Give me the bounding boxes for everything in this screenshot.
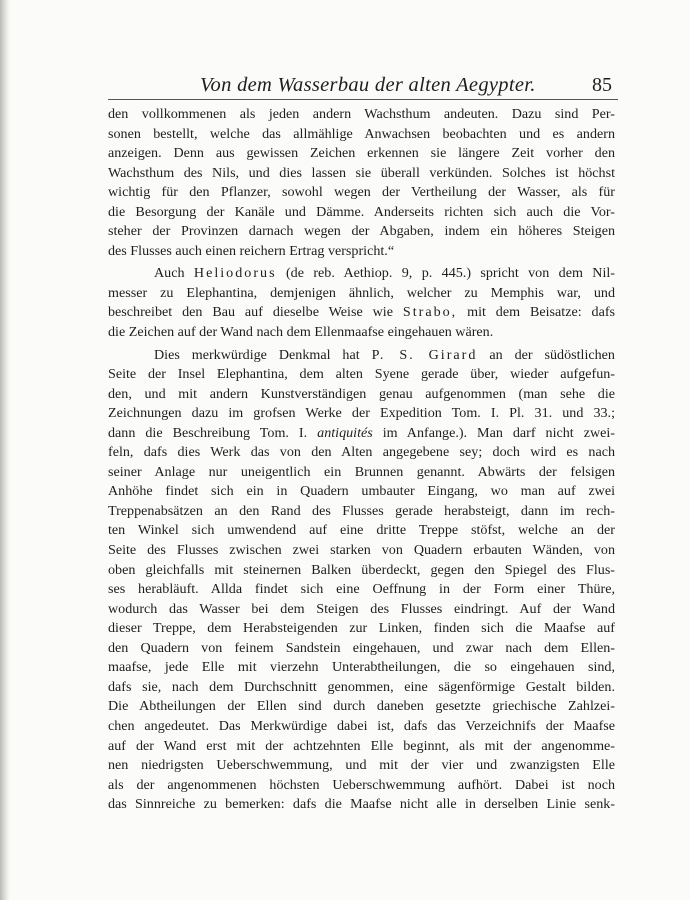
text-line: Treppenabsätzen an den Rand des Flusses gerade herabsteigt, dann im rech- bbox=[108, 502, 615, 519]
header-rule bbox=[108, 99, 618, 100]
text-line: Seite des Flusses zwischen zwei starken von Quadern erbauten Wänden, von bbox=[108, 542, 615, 559]
text-run: an der südöstlichen bbox=[489, 346, 615, 363]
text-line: den vollkommenen als jeden andern Wachsthum andeuten. Dazu sind Per- bbox=[108, 106, 615, 122]
text-line: Seite der Insel Elephantina, dem alten Syene gerade über, wieder aufgefun- bbox=[108, 366, 615, 383]
text-line: nen niedrigsten Ueberschwemmung, und mit der vier und zwanzigsten Elle bbox=[108, 757, 615, 774]
text-line: seiner Anlage nur uneigentlich ein Brunnen genannt. Abwärts der felsigen bbox=[108, 463, 615, 480]
text-line: auf der Wand erst mit der achtzehnten Elle beginnt, als mit der angenomme- bbox=[108, 737, 615, 754]
paragraph-2 bbox=[108, 264, 615, 342]
text-line: ten Winkel sich umwendend auf eine dritte Treppe stöfst, welche an der bbox=[108, 522, 615, 539]
paragraph-1 bbox=[108, 105, 615, 261]
text-line: dieser Treppe, dem Herabsteigenden zur Linken, finden sich die Maafse auf bbox=[108, 620, 615, 637]
author-name-strabo: Strabo, bbox=[402, 304, 458, 321]
text-line: maafse, jede Elle mit vierzehn Unterabtheilungen, die so eingehauen sind, bbox=[108, 659, 615, 676]
text-line: die Besorgung der Kanäle und Dämme. Anderseits richten sich auch die Vor- bbox=[108, 203, 615, 220]
text-line bbox=[108, 303, 615, 323]
text-line: Wachsthum des Nils, und dies lassen sie überall verkünden. Solches ist höchst bbox=[108, 164, 615, 181]
text-line bbox=[108, 424, 615, 444]
paragraph-3 bbox=[108, 346, 615, 815]
text-run: Auch bbox=[154, 265, 185, 282]
text-line: ses herabläuft. Allda findet sich eine Oeffnung in der Form einer Thüre, bbox=[108, 581, 615, 598]
text-run: mit dem Beisatze: dafs bbox=[467, 304, 615, 321]
text-run: im Anfange.). Man darf nicht zwei- bbox=[382, 424, 615, 441]
page-edge-shadow bbox=[0, 0, 10, 900]
text-line: den, und mit andern Kunstverständigen genau aufgenommen (man sehe die bbox=[108, 385, 615, 402]
text-line: wichtig für den Pflanzer, sowohl wegen der Vertheilung der Wasser, als für bbox=[108, 184, 615, 201]
italic-term: antiquités bbox=[317, 424, 373, 441]
text-line: als der angenommenen höchsten Ueberschwemmung aufhört. Dabei ist noch bbox=[108, 776, 615, 793]
page-number: 85 bbox=[592, 74, 612, 96]
text-line: die Zeichen auf der Wand nach dem Ellenmaafse eingehauen wären. bbox=[108, 324, 494, 341]
author-name-heliodorus: Heliodorus bbox=[193, 265, 277, 282]
text-line: wodurch das Wasser bei dem Steigen des Flusses eindringt. Auf der Wand bbox=[108, 600, 615, 617]
text-line: Die Abtheilungen der Ellen sind durch daneben gesetzte griechische Zahlzei- bbox=[108, 698, 615, 715]
text-line bbox=[108, 346, 615, 366]
text-line: dafs sie, nach dem Durchschnitt genommen, eine sägenförmige Gestalt bilden. bbox=[108, 678, 615, 695]
text-line: Zeichnungen dazu im grofsen Werke der Expedition Tom. I. Pl. 31. und 33.; bbox=[108, 405, 615, 422]
text-line bbox=[108, 264, 615, 284]
text-line: messer zu Elephantina, demjenigen ähnlich, welcher zu Memphis war, und bbox=[108, 284, 615, 301]
text-line: Anhöhe findet sich ein in Quadern umbauter Eingang, wo man auf zwei bbox=[108, 483, 615, 500]
page-header bbox=[108, 70, 618, 104]
text-line: chen angedeutet. Das Merkwürdige dabei ist, dafs das Verzeichnifs der Maafse bbox=[108, 717, 615, 734]
body-text bbox=[108, 105, 615, 815]
text-line: den Quadern von feinem Sandstein eingehauen, und zwar nach dem Ellen- bbox=[108, 639, 615, 656]
text-run: (de reb. Aethiop. 9, p. 445.) spricht von dem Nil- bbox=[285, 265, 616, 282]
text-line: das Sinnreiche zu bemerken: dafs die Maafse nicht alle in derselben Linie senk- bbox=[108, 796, 615, 813]
text-line: steher der Provinzen darnach wegen der Abgaben, indem ein höheres Steigen bbox=[108, 223, 615, 240]
text-line: feln, dafs dies Werk das von den Alten angegebene sey; doch wird es nach bbox=[108, 444, 615, 461]
text-line: des Flusses auch einen reichern Ertrag verspricht.“ bbox=[108, 242, 395, 259]
text-line: oben gleichfalls mit steinernen Balken überdeckt, gegen den Spiegel des Flus- bbox=[108, 561, 615, 578]
text-line: sonen bestellt, welche das allmählige Anwachsen beobachten und es andern bbox=[108, 125, 615, 142]
text-run: beschreibet den Bau auf dieselbe Weise wie bbox=[108, 304, 393, 321]
text-run: Dies merkwürdige Denkmal hat bbox=[154, 346, 360, 363]
author-name-girard: P. S. Girard bbox=[371, 346, 478, 363]
text-run: dann die Beschreibung Tom. I. bbox=[108, 424, 308, 441]
text-line: anzeigen. Denn aus gewissen Zeichen erkennen sie längere Zeit vorher den bbox=[108, 145, 615, 162]
running-title: Von dem Wasserbau der alten Aegypter. bbox=[200, 74, 536, 96]
